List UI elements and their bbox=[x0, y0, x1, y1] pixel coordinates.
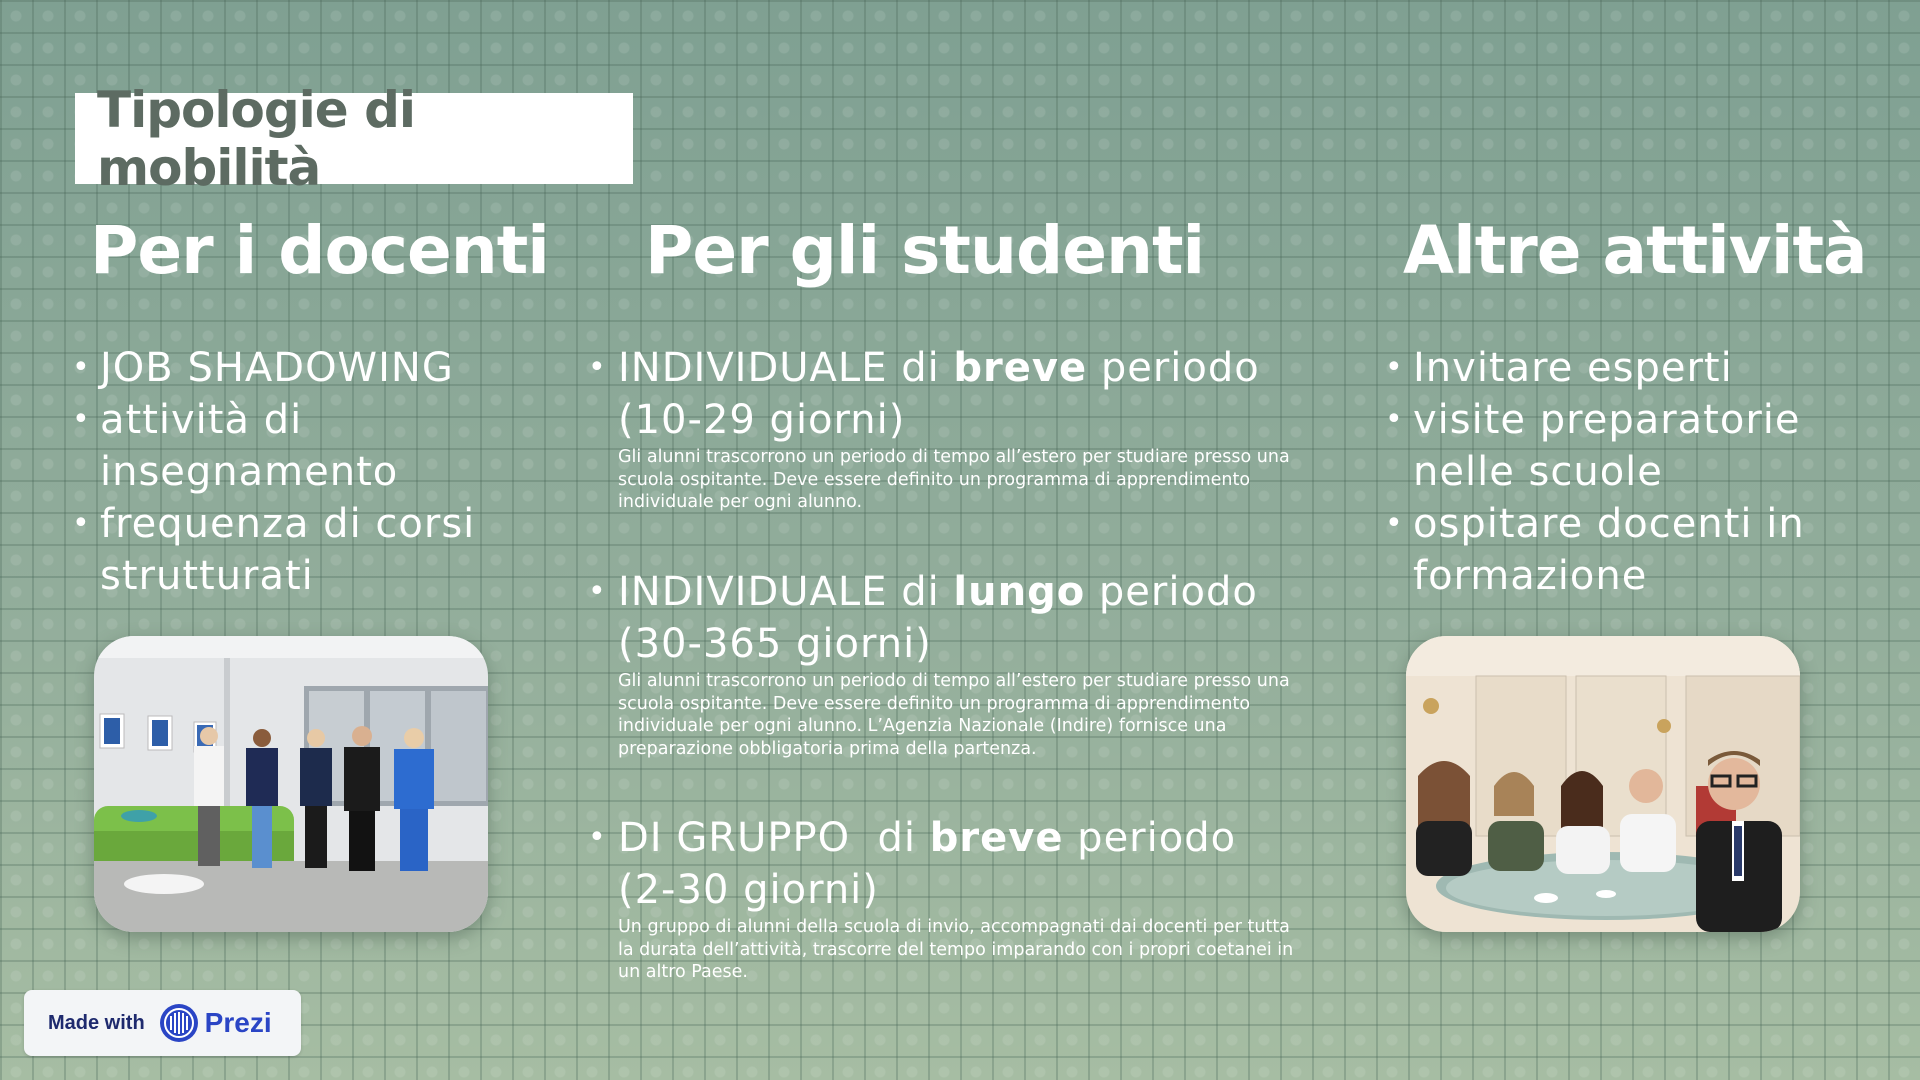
list-item: • ospitare docenti in formazione bbox=[1385, 498, 1845, 602]
studenti-item-heading: • INDIVIDUALE di breve periodo (10-29 giorni) bbox=[588, 342, 1308, 446]
heading-docenti: Per i docenti bbox=[90, 212, 549, 289]
studenti-item-group bbox=[588, 812, 1308, 984]
prezi-brand-label: Prezi bbox=[204, 1007, 272, 1038]
made-with-label: Made with bbox=[48, 1011, 145, 1034]
list-item: • JOB SHADOWING bbox=[72, 342, 532, 394]
docenti-list bbox=[72, 342, 532, 602]
list-item: • Invitare esperti bbox=[1385, 342, 1845, 394]
heading-altre: Altre attività bbox=[1403, 212, 1867, 289]
studenti-item-description: Gli alunni trascorrono un periodo di tempo all’estero per studiare presso una scuola ospitante. Deve essere definito un programma di apprendimento individuale per ogni alunno. bbox=[618, 447, 1290, 512]
photo-teachers-office bbox=[94, 636, 488, 932]
studenti-item-short bbox=[588, 342, 1308, 514]
photo-group-meeting-image bbox=[1406, 636, 1800, 932]
studenti-item-heading: • INDIVIDUALE di lungo periodo (30-365 giorni) bbox=[588, 566, 1308, 670]
photo-teachers-office-image bbox=[94, 636, 488, 932]
list-item: • attività di insegnamento bbox=[72, 394, 532, 498]
studenti-item-heading: • DI GRUPPO di breve periodo (2-30 giorni) bbox=[588, 812, 1308, 916]
list-item: • frequenza di corsi strutturati bbox=[72, 498, 532, 602]
photo-group-meeting bbox=[1406, 636, 1800, 932]
studenti-item-long bbox=[588, 566, 1308, 760]
list-item: • visite preparatorie nelle scuole bbox=[1385, 394, 1845, 498]
slide-title-box bbox=[75, 80, 633, 197]
made-with-prezi-badge[interactable] bbox=[24, 990, 301, 1056]
slide-title: Tipologie di mobilità bbox=[97, 80, 416, 197]
heading-studenti: Per gli studenti bbox=[645, 212, 1205, 289]
prezi-logo-icon bbox=[159, 1003, 199, 1043]
studenti-item-description: Gli alunni trascorrono un periodo di tempo all’estero per studiare presso una scuola ospitante. Deve essere definito un programma di apprendimento individuale per ogni alunno. L’Agenzia Nazionale (Indire) fornisce una preparazione obbligatoria prima della partenza. bbox=[618, 671, 1290, 759]
altre-list bbox=[1385, 342, 1845, 602]
studenti-item-description: Un gruppo di alunni della scuola di invio, accompagnati dai docenti per tutta la durata dell’attività, trascorre del tempo imparando con i propri coetanei in un altro Paese. bbox=[618, 917, 1294, 982]
